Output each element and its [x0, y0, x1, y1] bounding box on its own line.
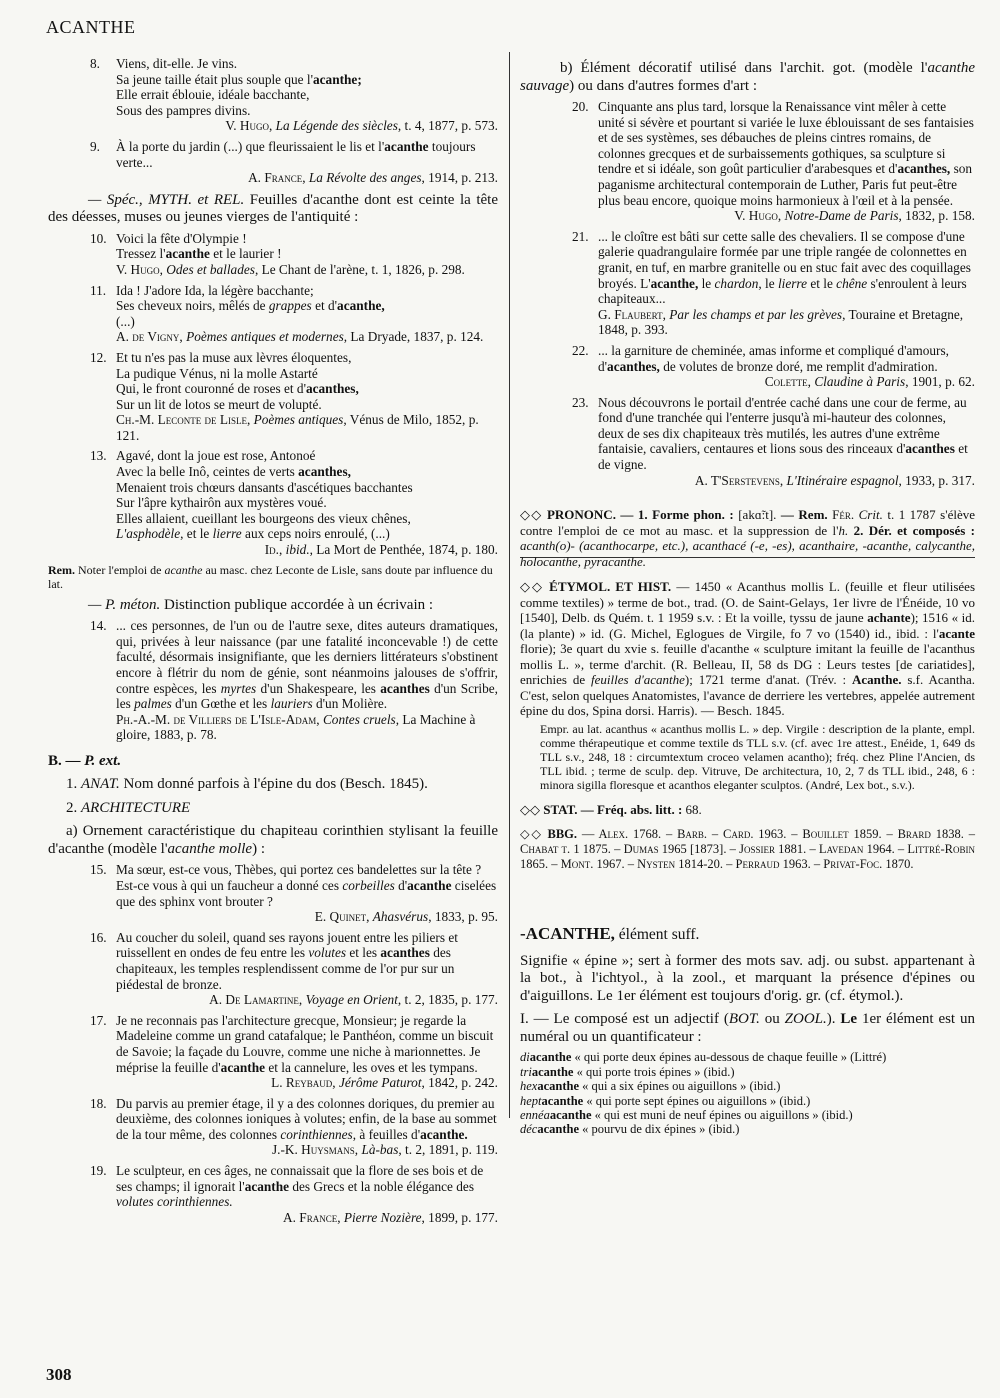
- definition-meton: — P. méton. Distinction publique accordée à un écrivain :: [88, 596, 434, 613]
- compound-list: [520, 1050, 975, 1136]
- quote-10: 10. Voici la fête d'Olympie ! Tressez l'acanthe et le laurier ! V. Hugo, Odes et ballades, Le Chant de l'arène, t. 1, 1826, p. 298.: [90, 230, 465, 277]
- definition-spec: — Spéc., MYTH. et REL. Feuilles d'acanthe dont est ceinte la tête des déesses, muses ou jeunes vierges de l'antiquité :: [48, 191, 498, 226]
- list-item: décacanthe « pourvu de dix épines » (ibid.): [520, 1122, 740, 1137]
- etymology-borrowing: Empr. au lat. acanthus « acanthus mollis L. » dep. Virgile : description de la plante, empl. comme thérapeutique et comme textile ds TLL s.v. (cf. avec 1re attest., Enéide, 1, 649 ds TLL s.v., 248, 18 : circumtextum croceo velamen acantho); fréq. chez Pline l'Ancien, ds TLL ibid. ; terme de sculp. dep. Vitruve, De architectura, 10, 2, 7 ds TLL ibid., 248, 6 : minora sigilla floresque et acanthos eleganter sculptos. (André, Lex bot., s.v.).: [540, 721, 975, 792]
- list-item: hexacanthe « qui a six épines ou aiguillons » (ibid.): [520, 1079, 781, 1094]
- running-header: ACANTHE: [46, 17, 136, 37]
- quote-9: 9. À la porte du jardin (...) que fleurissaient le lis et l'acanthe toujours verte... A. France, La Révolte des anges, 1914, p. 213.: [90, 138, 498, 186]
- list-item: diacanthe « qui porte deux épines au-dessous de chaque feuille » (Littré): [520, 1050, 887, 1065]
- subsection-architecture: 2. ARCHITECTURE: [66, 799, 191, 816]
- suffix-definition: Signifie « épine »; sert à former des mots sav. adj. ou subst. appartenant à la bot., à l'ichtyol., à la zool., et marquant la présence d'épines ou d'aiguillons. Le 1er élément est toujours d'orig. gr. (cf. étymol.).: [520, 952, 975, 1004]
- remark: Rem. Noter l'emploi de acanthe au masc. chez Leconte de Lisle, sans doute par influence du lat.: [48, 562, 493, 591]
- quote-18: 18. Du parvis au premier étage, il y a des colonnes doriques, du premier au deuxième, des colonnes ioniques à volutes; enfin, de la base au sommet de la tour même, des colonnes corinthiennes, à feuilles d'acanthe. J.-K. Huysmans, Là-bas, t. 2, 1891, p. 119.: [90, 1095, 498, 1158]
- quote-8: 8. Viens, dit-elle. Je vins. Sa jeune taille était plus souple que l'acanthe; Elle errait éblouie, idéale bacchante, Sous des pampres divins. V. Hugo, La Légende des siècles, t. 4, 1877, p. 573.: [90, 56, 498, 134]
- page-number: 308: [46, 1365, 72, 1384]
- suffix-section-I: I. — Le composé est un adjectif (BOT. ou ZOOL.). Le 1er élément est un numéral ou un quantificateur :: [520, 1011, 976, 1045]
- citation: V. Hugo, La Légende des siècles, t. 4, 1877, p. 573.: [225, 118, 498, 134]
- right-column: [520, 60, 975, 1137]
- quote-11: 11. Ida ! J'adore Ida, la légère bacchante; Ses cheveux noirs, mêlés de grappes et d'acanthe, (...) A. de Vigny, Poèmes antiques et modernes, La Dryade, 1837, p. 124.: [90, 282, 484, 345]
- stat-section: ◇◇ STAT. — Fréq. abs. litt. : 68.: [520, 801, 702, 817]
- pronunciation-section: ◇◇ PRONONC. — 1. Forme phon. : [akɑ̃:t]. — Rem. Fér. Crit. t. 1 1787 s'élève contre l'emploi de ce mot au masc. et la suppression de l'h. 2. Dér. et composés : acanth(o)- (acanthocarpe, etc.), acanthacé (-e, -es), acanthaire, -acanthe, calycanthe, holocanthe, pyracanthe.: [520, 507, 975, 569]
- quote-20: 20. Cinquante ans plus tard, lorsque la Renaissance vint mêler à cette unité si sévère et pourtant si variée le luxe éblouissant de ses fantaisies et de ses systèmes, ses débauches de pleins cintres romains, de colonnes grecques et de surbaissements gothiques, sa sculpture si tendre et si idéale, son goût particulier d'arabesques et d'acanthes, son paganisme architectural contemporain de Luther, Paris fut peut-être plus beau encore, quoique moins harmonieux à l'œil et à la pensée. V. Hugo, Notre-Dame de Paris, 1832, p. 158.: [572, 99, 975, 224]
- left-column: [48, 56, 498, 1230]
- list-item: triacanthe « qui porte trois épines » (ibid.): [520, 1064, 735, 1079]
- quote-16: 16. Au coucher du soleil, quand ses rayons jouent entre les piliers et ruissellent en ondes de feu entre les volutes et les acanthes des chapiteaux, les temples resplendissent comme de l'or pur sur un piédestal de bronze. A. De Lamartine, Voyage en Orient, t. 2, 1835, p. 177.: [90, 929, 498, 1008]
- definition-b: b) Élément décoratif utilisé dans l'archit. got. (modèle l'acanthe sauvage) ou dans d'autres formes d'art :: [520, 60, 975, 94]
- citation: A. France, La Révolte des anges, 1914, p. 213.: [248, 170, 498, 186]
- list-item: heptacanthe « qui porte sept épines ou aiguillons » (ibid.): [520, 1093, 811, 1108]
- quote-17: 17. Je ne reconnais pas l'architecture grecque, Monsieur; je regarde la Madeleine comme un grand catafalque; le Panthéon, comme un biscuit de Savoie; la façade du Louvre, comme une niche à marionnettes. Je méprise la feuille d'acanthe et la cannelure, les oves et les tympans. L. Reybaud, Jérôme Paturot, 1842, p. 242.: [90, 1012, 498, 1091]
- quote-15: 15. Ma sœur, est-ce vous, Thèbes, qui portez ces bandelettes sur la tête ? Est-ce vous à qui un faucheur a donné ces corbeilles d'acanthe ciselées que des sphinx vont brouter ? E. Quinet, Ahasvérus, 1833, p. 95.: [90, 862, 498, 925]
- column-divider: [509, 52, 510, 1118]
- list-item: ennéaacanthe « qui est muni de neuf épines ou aiguillons » (ibid.): [520, 1107, 853, 1122]
- quote-12: 12. Et tu n'es pas la muse aux lèvres éloquentes, La pudique Vénus, ni la molle Astarté Qui, le front couronné de roses et d'acanthes, Sur un lit de lotos se meurt de volupté. Ch.-M. Leconte de Lisle, Poèmes antiques, Vénus de Milo, 1852, p. 121.: [90, 349, 479, 443]
- quote-14: 14. ... ces personnes, de l'un ou de l'autre sexe, dites auteurs dramatiques, qui, privées à leur naissance (par une fatalité inconcevable !) de cette faculté, désormais insignifiante, que les derniers littérateurs s'obstinent encore à flétrir du nom de génie, sont néanmoins jalouses de s'offrir, contre espèces, les myrtes d'un Shakespeare, les acanthes d'un Scribe, les palmes d'un Gœthe et les lauriers d'un Molière. Ph.-A.-M. de Villiers de L'Isle-Adam, Contes cruels, La Machine à gloire, 1883, p. 78.: [90, 618, 498, 743]
- quote-23: 23. Nous découvrons le portail d'entrée caché dans une cour de ferme, au fond d'une tranchée qui l'enterre jusqu'à mi-hauteur des colonnes, deux de ses dix chapiteaux très mutilés, les autres d'une extrême fantaisie, cavaliers, centaures et lions sous des rinceaux d'acanthes et de vigne. A. T'Serstevens, L'Itinéraire espagnol, 1933, p. 317.: [572, 394, 975, 488]
- bibliography-section: ◇◇ BBG. — Alex. 1768. – Barb. – Card. 1963. – Bouillet 1859. – Brard 1838. – Chabat t. 1 1875. – Dumas 1965 [1873]. – Jossier 1881. – Lavedan 1964. – Littré-Robin 1865. – Mont. 1967. – Nysten 1814-20. – Perraud 1963. – Privat-Foc. 1870.: [520, 827, 975, 872]
- quote-22: 22. ... la garniture de cheminée, amas informe et compliqué d'amours, d'acanthes, de volutes de bronze doré, me remplit d'admiration. Colette, Claudine à Paris, 1901, p. 62.: [572, 342, 975, 390]
- quote-13: 13. Agavé, dont la joue est rose, Antonoé Avec la belle Inô, ceintes de verts acanthes, Menaient trois chœurs dansants d'ascétiques bacchantes Sur l'âpre kythairôn aux mystères voué. Elles allaient, cueillant les bourgeons des vieux chênes, L'asphodèle, et le lierre aux ceps noirs enroulé, (...) Id., ibid., La Mort de Penthée, 1874, p. 180.: [90, 448, 498, 558]
- section-B: B. — P. ext.: [48, 752, 122, 769]
- subsection-anat: 1. ANAT. Nom donné parfois à l'épine du dos (Besch. 1845).: [66, 776, 428, 793]
- definition-a: a) Ornement caractéristique du chapiteau corinthien stylisant la feuille d'acanthe (modèle l'acanthe molle) :: [48, 823, 498, 857]
- quote-19: 19. Le sculpteur, en ces âges, ne connaissait que la flore de ses bois et de ses champs; il ignorait l'acanthe des Grecs et la noble élégance des volutes corinthiennes. A. France, Pierre Nozière, 1899, p. 177.: [90, 1163, 498, 1225]
- etymology-section: ◇◇ ÉTYMOL. ET HIST. — 1450 « Acanthus mollis L. (feuille et fleur utilisées comme textiles) » terme de bot., trad. (O. de Saint-Gelays, 1er livre de l'Énéide, 10 vo [1540], Delb. ds Quém. t. 1 1959 s.v. : Et la voille, tyssu de jaune achante); 1516 « id. (la plante) » id. (G. Michel, Eglogues de Virgile, fo 7 vo (1540) id., ibid. : l'acante florie); 3e quart du xvie s. feuille d'acanthe « sculpture imitant la feuille de l'acanthus mollis L. », terme d'archit. (R. Belleau, II, 58 ds DG : Leurs testes [de cariatides], enrichies de feuilles d'acanthe); 1721 terme d'anat. (Trév. : Acanthe. s.f. Acantha. C'est, selon quelques Anatomistes, l'avance de derriere les vertebres, appelée autrement épine du dos, Spina dorsi. Harris). — Besch. 1845. Empr. au lat. acanthus « acanthus mollis L. » dep. Virgile : description de la plante, empl. comme thérapeutique et comme textile ds TLL s.v. (cf. avec 1re attest., Enéide, 1, 649 ds TLL s.v., 248, 18 : circumtextum croceo velamen acantho); fréq. chez Pline l'Ancien, ds TLL ibid. ; terme de sculp. dep. Vitruve, De architectura, 10, 2, 7 ds TLL ibid., 248, 6 : minora sigilla floresque et acanthos eleganter sculptos. (André, Lex bot., s.v.).: [520, 579, 976, 792]
- entry-title-suffix: -ACANTHE, élément suff.: [520, 924, 700, 944]
- quote-21: 21. ... le cloître est bâti sur cette salle des chevaliers. Il se compose d'une galerie quadrangulaire formée par une triple rangée de colonnettes en granit, en tuf, en marbre granitelle ou en stuc fait avec des coquillages broyés. L'acanthe, le chardon, le lierre et le chêne s'enroulent à leurs chapiteaux... G. Flaubert, Par les champs et par les grèves, Touraine et Bretagne, 1848, p. 393.: [572, 228, 971, 338]
